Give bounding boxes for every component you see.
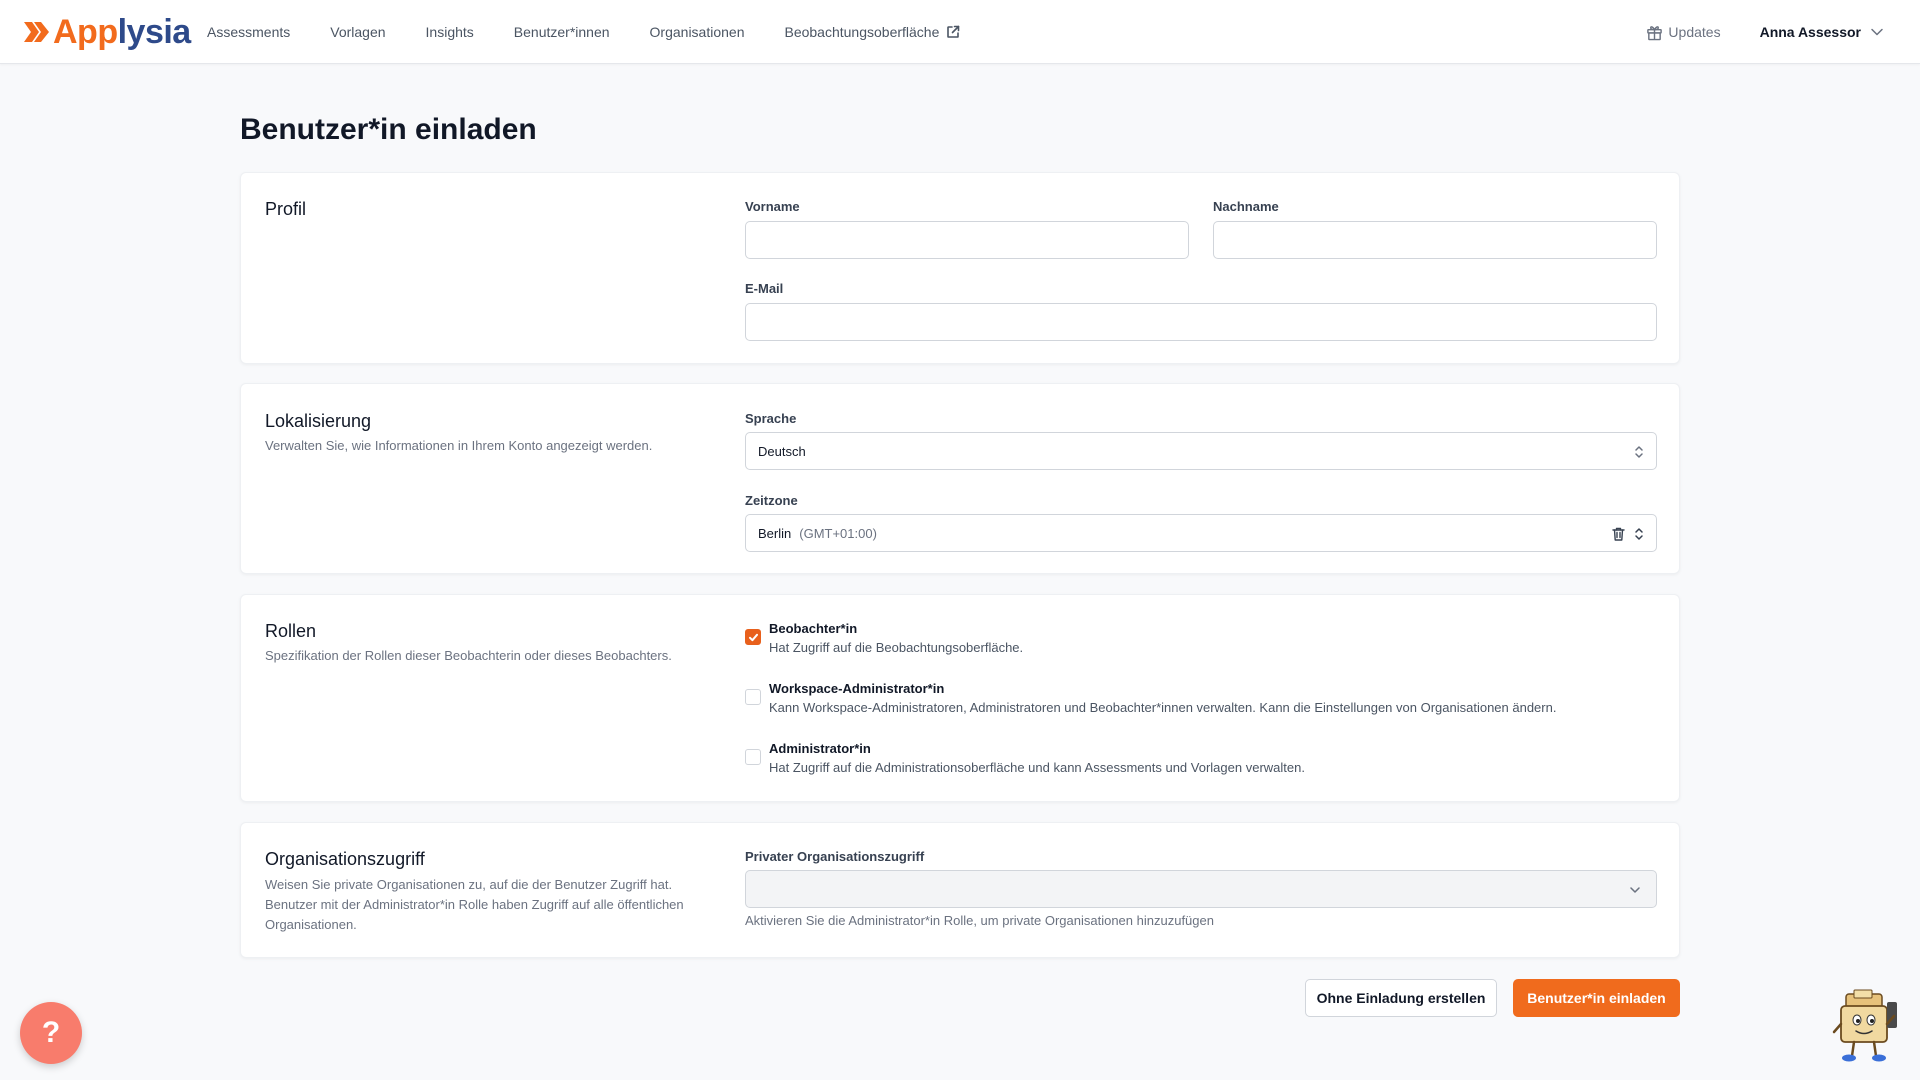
last-name-label: Nachname bbox=[1213, 199, 1279, 214]
create-without-invite-button[interactable]: Ohne Einladung erstellen bbox=[1305, 979, 1497, 1017]
mascot-icon[interactable] bbox=[1832, 988, 1902, 1064]
language-label: Sprache bbox=[745, 411, 797, 426]
nav-insights[interactable]: Insights bbox=[425, 24, 474, 40]
timezone-city: Berlin bbox=[758, 525, 792, 541]
logo-text-part-2: lysia bbox=[117, 13, 191, 51]
chevron-down-icon bbox=[1628, 884, 1642, 896]
role-workspace-admin-description: Kann Workspace-Administratoren, Administratoren und Beobachter*innen verwalten. Kann die Einstellungen von Organisationen ändern. bbox=[769, 700, 1557, 715]
role-admin-title: Administrator*in bbox=[769, 741, 871, 756]
nav-organisationen[interactable]: Organisationen bbox=[649, 24, 745, 40]
timezone-offset: (GMT+01:00) bbox=[799, 525, 877, 541]
language-value: Deutsch bbox=[758, 443, 806, 459]
updates-button[interactable] bbox=[1646, 24, 1720, 41]
role-beobachter-checkbox[interactable] bbox=[745, 629, 761, 645]
private-org-label: Privater Organisationszugriff bbox=[745, 849, 925, 864]
updates-label: Updates bbox=[1668, 24, 1721, 40]
role-beobachter-title: Beobachter*in bbox=[769, 621, 858, 636]
page-title: Benutzer*in einladen bbox=[240, 113, 537, 146]
top-navigation bbox=[0, 0, 1920, 64]
nav-benutzerinnen[interactable]: Benutzer*innen bbox=[513, 24, 610, 40]
org-access-card bbox=[240, 822, 1680, 958]
org-access-title: Organisationszugriff bbox=[265, 849, 425, 869]
language-select[interactable] bbox=[745, 432, 1657, 470]
timezone-label: Zeitzone bbox=[745, 493, 798, 508]
timezone-select[interactable] bbox=[745, 514, 1657, 552]
logo-text bbox=[53, 15, 191, 49]
help-label: ? bbox=[41, 1016, 61, 1049]
email-input[interactable] bbox=[745, 303, 1657, 341]
check-icon bbox=[748, 632, 759, 643]
trash-icon[interactable] bbox=[1611, 526, 1626, 542]
external-link-icon bbox=[946, 25, 960, 39]
role-workspace-admin-checkbox[interactable] bbox=[745, 689, 761, 705]
email-label: E-Mail bbox=[745, 281, 784, 296]
role-beobachter-description: Hat Zugriff auf die Beobachtungsoberfläche. bbox=[769, 640, 1024, 655]
applysia-logo[interactable] bbox=[23, 12, 191, 52]
profile-title: Profil bbox=[265, 199, 307, 219]
roles-card bbox=[240, 594, 1680, 802]
last-name-input[interactable] bbox=[1213, 221, 1657, 259]
right-nav bbox=[1646, 0, 1920, 64]
nav-beobachtungsoberflaeche[interactable] bbox=[784, 24, 960, 40]
nav-vorlagen[interactable]: Vorlagen bbox=[330, 24, 386, 40]
chevron-up-down-icon bbox=[1632, 444, 1646, 460]
user-menu[interactable] bbox=[1760, 24, 1884, 40]
private-org-select[interactable] bbox=[745, 870, 1657, 908]
localization-card bbox=[240, 383, 1680, 574]
org-access-description: Weisen Sie private Organisationen zu, auf die der Benutzer Zugriff hat. Benutzer mit der Administrator*in Rolle haben Zugriff auf alle öffentlichen Organisationen. bbox=[265, 877, 684, 932]
roles-title: Rollen bbox=[265, 621, 317, 641]
chevron-up-down-icon bbox=[1632, 526, 1646, 542]
help-button[interactable] bbox=[20, 1002, 82, 1064]
roles-description: Spezifikation der Rollen dieser Beobachterin oder dieses Beobachters. bbox=[265, 648, 672, 663]
localization-title: Lokalisierung bbox=[265, 411, 372, 431]
main-nav bbox=[207, 0, 1000, 64]
nav-assessments[interactable]: Assessments bbox=[207, 24, 291, 40]
logo-chevrons-icon bbox=[23, 20, 51, 44]
role-admin-description: Hat Zugriff auf die Administrationsoberfläche und kann Assessments und Vorlagen verwalten. bbox=[769, 760, 1305, 775]
role-workspace-admin-title: Workspace-Administrator*in bbox=[769, 681, 945, 696]
first-name-input[interactable] bbox=[745, 221, 1189, 259]
first-name-label: Vorname bbox=[745, 199, 800, 214]
role-admin-checkbox[interactable] bbox=[745, 749, 761, 765]
invite-user-button[interactable]: Benutzer*in einladen bbox=[1513, 979, 1680, 1017]
chevron-down-icon bbox=[1870, 25, 1884, 39]
profile-card bbox=[240, 172, 1680, 364]
gift-icon bbox=[1646, 24, 1663, 41]
private-org-hint: Aktivieren Sie die Administrator*in Rolle, um private Organisationen hinzuzufügen bbox=[745, 913, 1214, 928]
logo-text-part-1: App bbox=[53, 13, 118, 51]
nav-beobachtungsoberflaeche-label: Beobachtungsoberfläche bbox=[784, 24, 940, 40]
localization-description: Verwalten Sie, wie Informationen in Ihrem Konto angezeigt werden. bbox=[265, 438, 653, 453]
user-name: Anna Assessor bbox=[1759, 24, 1861, 40]
